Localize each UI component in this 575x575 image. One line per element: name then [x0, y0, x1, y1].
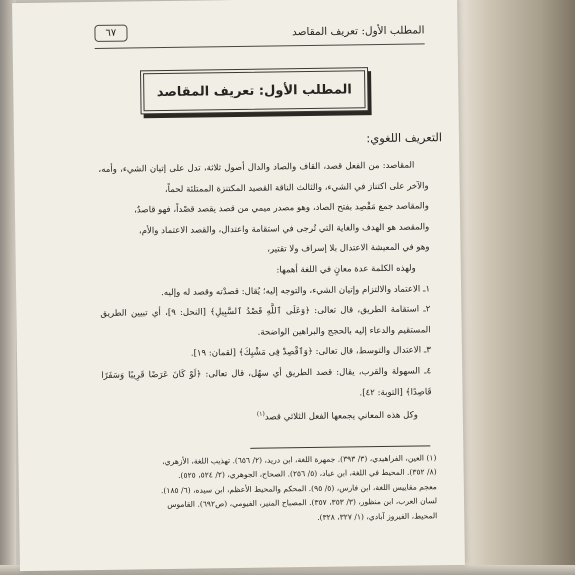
section-title: المطلب الأول: تعريف المقاصد [156, 81, 352, 100]
footnote-line: معجم مقاييس اللغة، ابن فارس، (٥/ ٩٥). المحكم والمحيط الأعظم، ابن سيده، (٦/ ١٨٥). [160, 482, 437, 495]
paragraph: المقاصد: من الفعل قصد، القاف والصاد والدال أصول ثلاثة، تدل على إتيان الشيء، وأمه، والآخر على اكتناز في الشيء، والثالث الناقة القصيد المكتنزة الممتلئة لحماً، [98, 160, 429, 195]
paragraph: والمقصد هو الهدف والغاية التي تُرجى في استقامة واعتدال، والقصد الاعتماد والأم، [138, 222, 430, 237]
footnote-line: (٨/ ٣٥٢). المحيط في اللغة، ابن عباد، (٥/ ٢٥٦). الصحاح، الجوهري، (٢/ ٥٢٤، ٥٢٥). [178, 467, 437, 481]
paragraph: والمقاصد جمع مَقْصِد بفتح الصاد، وهو مصدر ميمي من قصد يقصد قصْداً، فهو قاصدٌ، [134, 201, 430, 216]
running-title: المطلب الأول: تعريف المقاصد [291, 24, 425, 39]
footnote-line: (١) العين، الفراهيدي، (٣/ ٣٩٣). جمهرة اللغة، ابن دريد، (٢/ ٦٥٦). تهذيب اللغة، الأزهري، [162, 453, 437, 467]
book-page [12, 0, 465, 571]
closing-line [102, 402, 432, 430]
meaning-item: ٢ـ استقامة الطريق، قال تعالى: ﴿وَعَلَى ٱللَّهِ قَصْدُ ٱلسَّبِيلِ﴾ [النحل: ٩]، أي تبيين الطريق المستقيم والدعاء إليه بالحجج والبراهين الواضحة. [100, 304, 431, 338]
book-right-edge [457, 0, 575, 575]
paragraph: وهو في المعيشة الاعتدال بلا إسراف ولا تقتير، [267, 242, 430, 255]
meaning-item: ٤ـ السهولة والقرب، يقال: قصد الطريق أي سهُل، قال تعالى: ﴿لَوْ كَانَ عَرَضًا قَرِيبًا وَسَفَرًا قَاصِدًا﴾ [التوبة: ٤٢]. [101, 366, 432, 398]
page-number: ٦٧ [94, 25, 127, 42]
paragraph: ولهذه الكلمة عدة معانٍ في اللغة أهمها: [276, 263, 416, 276]
footnote-line: المحيط، الفيروز آبادي، (١/ ٣٢٧، ٣٢٨). [317, 510, 438, 522]
meaning-item: ١ـ الاعتماد والالتزام وإتيان الشيء، والتوجه إليه؛ يُقال: قصدْته وقصد له وإليه. [161, 283, 431, 298]
meaning-item: ٣ـ الاعتدال والتوسط، قال تعالى: ﴿وَٱقْصِدْ فِى مَشْيِكَ﴾ [لقمان: ١٩]. [190, 345, 432, 360]
footnote-divider [250, 445, 430, 449]
closing-text: وكل هذه المعاني يجمعها الفعل الثلاثي قصد [264, 410, 418, 423]
page-header [94, 17, 424, 49]
section-title-box [143, 70, 366, 111]
subheading: التعريف اللغوي: [366, 130, 443, 146]
footnote-marker: (١) [256, 410, 265, 418]
body-text [98, 125, 443, 430]
footnote-line: لسان العرب، ابن منظور، (٣/ ٣٥٣، ٣٥٧). المصباح المنير، الفيومي، (ص٦٩٢). القاموس [167, 496, 438, 510]
footnotes [102, 451, 437, 528]
